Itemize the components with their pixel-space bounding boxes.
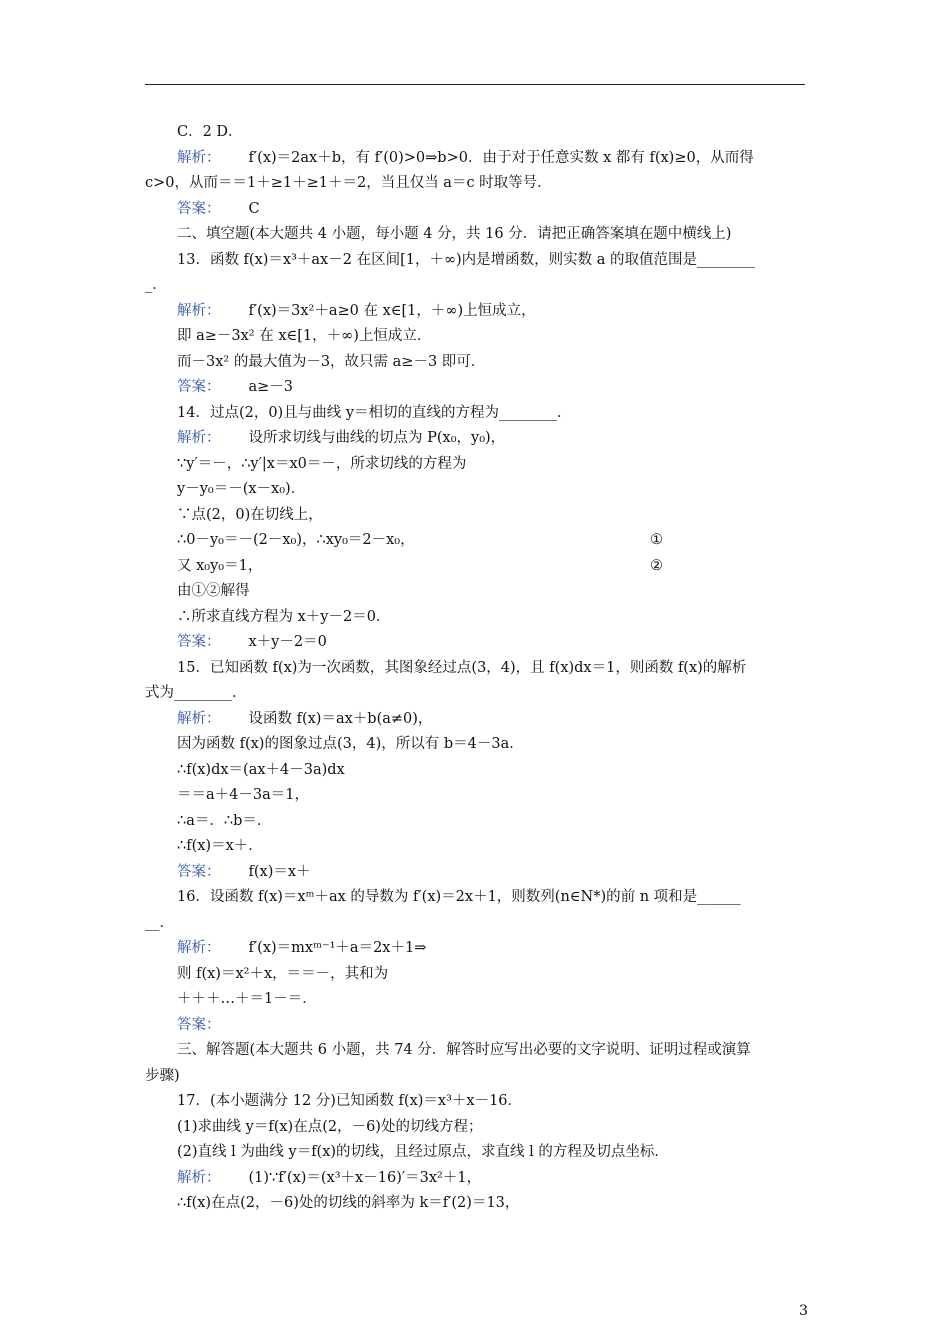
line-text: 设函数 f(x)＝ax＋b(a≠0)， bbox=[248, 710, 433, 727]
answer-label: 解析： bbox=[177, 302, 221, 319]
line-text: 因为函数 f(x)的图象过点(3，4)，所以有 b＝4－3a． bbox=[177, 736, 524, 752]
line-text: _． bbox=[145, 277, 167, 293]
line-text: ∴f(x)dx＝(ax＋4－3a)dx bbox=[177, 761, 345, 778]
line-text: 即 a≥－3x² 在 x∈[1，＋∞)上恒成立． bbox=[177, 328, 432, 344]
page-content bbox=[145, 120, 807, 1217]
text-line bbox=[145, 401, 807, 427]
text-line bbox=[145, 350, 807, 376]
text-line bbox=[145, 197, 807, 223]
line-text: c>0，从而＝＝1＋≥1＋≥1＋＝2，当且仅当 a＝c 时取等号． bbox=[145, 175, 552, 191]
text-line bbox=[145, 834, 807, 860]
line-text: (2)直线 l 为曲线 y＝f(x)的切线，且经过原点，求直线 l 的方程及切点坐标． bbox=[177, 1144, 669, 1160]
line-text: x＋y－2＝0 bbox=[248, 634, 327, 650]
text-line bbox=[145, 860, 807, 886]
line-text: f′(x)＝2ax＋b，有 f′(0)>0⇒b>0．由于对于任意实数 x 都有 f(x)≥0，从而得 bbox=[248, 149, 754, 166]
line-text: y－y₀＝－(x－x₀)． bbox=[177, 481, 306, 497]
answer-label: 答案： bbox=[177, 200, 221, 217]
text-line bbox=[145, 732, 807, 758]
line-text: ＋＋＋…＋＝1－＝． bbox=[177, 991, 317, 1007]
text-line bbox=[145, 554, 807, 580]
line-text: __． bbox=[145, 914, 174, 931]
text-line bbox=[145, 936, 807, 962]
answer-label: 解析： bbox=[177, 710, 221, 727]
line-text: f′(x)＝3x²＋a≥0 在 x∈[1，＋∞)上恒成立， bbox=[248, 302, 536, 319]
text-line bbox=[145, 171, 807, 197]
line-text: f(x)＝x＋ bbox=[248, 863, 311, 880]
line-text: C bbox=[248, 200, 260, 217]
text-line bbox=[145, 528, 807, 554]
line-text: 17．(本小题满分 12 分)已知函数 f(x)＝x³＋x－16． bbox=[177, 1093, 523, 1109]
text-line bbox=[145, 1191, 807, 1217]
line-text: ∴0－y₀＝－(2－x₀)，∴xy₀＝2－x₀， bbox=[177, 532, 415, 548]
text-line bbox=[145, 273, 807, 299]
line-text: C．2 D． bbox=[177, 124, 243, 140]
answer-label: 答案： bbox=[177, 863, 221, 880]
line-text: 式为________． bbox=[145, 685, 247, 701]
text-line bbox=[145, 452, 807, 478]
text-line bbox=[145, 503, 807, 529]
line-text: ∴a＝．∴b＝． bbox=[177, 812, 272, 829]
line-text: 由①②解得 bbox=[177, 583, 250, 599]
page-number: 3 bbox=[799, 1303, 808, 1319]
line-text: ∴f(x)在点(2，－6)处的切线的斜率为 k＝f′(2)＝13， bbox=[177, 1195, 520, 1211]
equation-mark: ② bbox=[650, 557, 663, 574]
text-line bbox=[145, 681, 807, 707]
text-line bbox=[145, 222, 807, 248]
text-line bbox=[145, 1013, 807, 1039]
line-text: 则 f(x)＝x²＋x，＝＝－，其和为 bbox=[177, 965, 389, 982]
line-text: 二、填空题(本大题共 4 小题，每小题 4 分，共 16 分．请把正确答案填在题中横线上) bbox=[177, 226, 732, 242]
line-text: 设所求切线与曲线的切点为 P(x₀，y₀)， bbox=[248, 430, 506, 446]
text-line bbox=[145, 1089, 807, 1115]
text-line bbox=[145, 426, 807, 452]
text-line bbox=[145, 477, 807, 503]
text-line bbox=[145, 656, 807, 682]
line-text: (1)求曲线 y＝f(x)在点(2，－6)处的切线方程； bbox=[177, 1118, 483, 1135]
answer-label: 答案： bbox=[177, 379, 221, 395]
text-line bbox=[145, 758, 807, 784]
line-text: (1)∵f′(x)＝(x³＋x－16)′＝3x²＋1， bbox=[248, 1169, 482, 1186]
answer-label: 解析： bbox=[177, 1169, 221, 1186]
line-text: ＝＝a＋4－3a＝1， bbox=[177, 787, 309, 803]
text-line bbox=[145, 809, 807, 835]
text-line bbox=[145, 579, 807, 605]
line-text: 而－3x² 的最大值为－3，故只需 a≥－3 即可． bbox=[177, 353, 486, 370]
line-text: f′(x)＝mxᵐ⁻¹＋a＝2x＋1⇒ bbox=[248, 940, 427, 956]
text-line bbox=[145, 911, 807, 937]
equation-mark: ① bbox=[650, 532, 663, 548]
line-text: 步骤) bbox=[145, 1067, 180, 1084]
text-line bbox=[145, 987, 807, 1013]
text-line bbox=[145, 783, 807, 809]
text-line bbox=[145, 1140, 807, 1166]
text-line bbox=[145, 248, 807, 274]
answer-label: 解析： bbox=[177, 430, 221, 446]
text-line bbox=[145, 375, 807, 401]
text-line bbox=[145, 707, 807, 733]
line-text: ∵y′＝－，∴y′|x＝x0＝－，所求切线的方程为 bbox=[177, 455, 467, 472]
answer-label: 解析： bbox=[177, 940, 221, 956]
text-line bbox=[145, 605, 807, 631]
text-line bbox=[145, 1166, 807, 1192]
text-line bbox=[145, 962, 807, 988]
line-text: 16．设函数 f(x)＝xᵐ＋ax 的导数为 f′(x)＝2x＋1，则数列(n∈N*)的前 n 项和是______ bbox=[177, 889, 741, 905]
line-text: ∵点(2，0)在切线上， bbox=[177, 506, 323, 523]
line-text: 14．过点(2，0)且与曲线 y＝相切的直线的方程为________． bbox=[177, 404, 572, 421]
text-line bbox=[145, 299, 807, 325]
text-line bbox=[145, 120, 807, 146]
text-line bbox=[145, 630, 807, 656]
text-line bbox=[145, 885, 807, 911]
line-text: 13．函数 f(x)＝x³＋ax－2 在区间[1，＋∞)内是增函数，则实数 a 的取值范围是________ bbox=[177, 251, 756, 268]
text-line bbox=[145, 1115, 807, 1141]
text-line bbox=[145, 324, 807, 350]
text-line bbox=[145, 1064, 807, 1090]
line-text: 三、解答题(本大题共 6 小题，共 74 分．解答时应写出必要的文字说明、证明过程或演算 bbox=[177, 1042, 751, 1058]
line-text: ∴f(x)＝x＋． bbox=[177, 838, 263, 854]
line-text: ∴所求直线方程为 x＋y－2＝0． bbox=[177, 608, 391, 625]
answer-label: 答案： bbox=[177, 634, 221, 650]
text-line bbox=[145, 146, 807, 172]
answer-label: 答案： bbox=[177, 1016, 221, 1033]
line-text: 又 x₀y₀＝1， bbox=[177, 557, 263, 574]
line-text: 15．已知函数 f(x)为一次函数，其图象经过点(3，4)，且 f(x)dx＝1，则函数 f(x)的解析 bbox=[177, 659, 747, 676]
text-line bbox=[145, 1038, 807, 1064]
answer-label: 解析： bbox=[177, 149, 221, 166]
header-rule bbox=[145, 84, 805, 85]
line-text: a≥－3 bbox=[248, 379, 294, 395]
